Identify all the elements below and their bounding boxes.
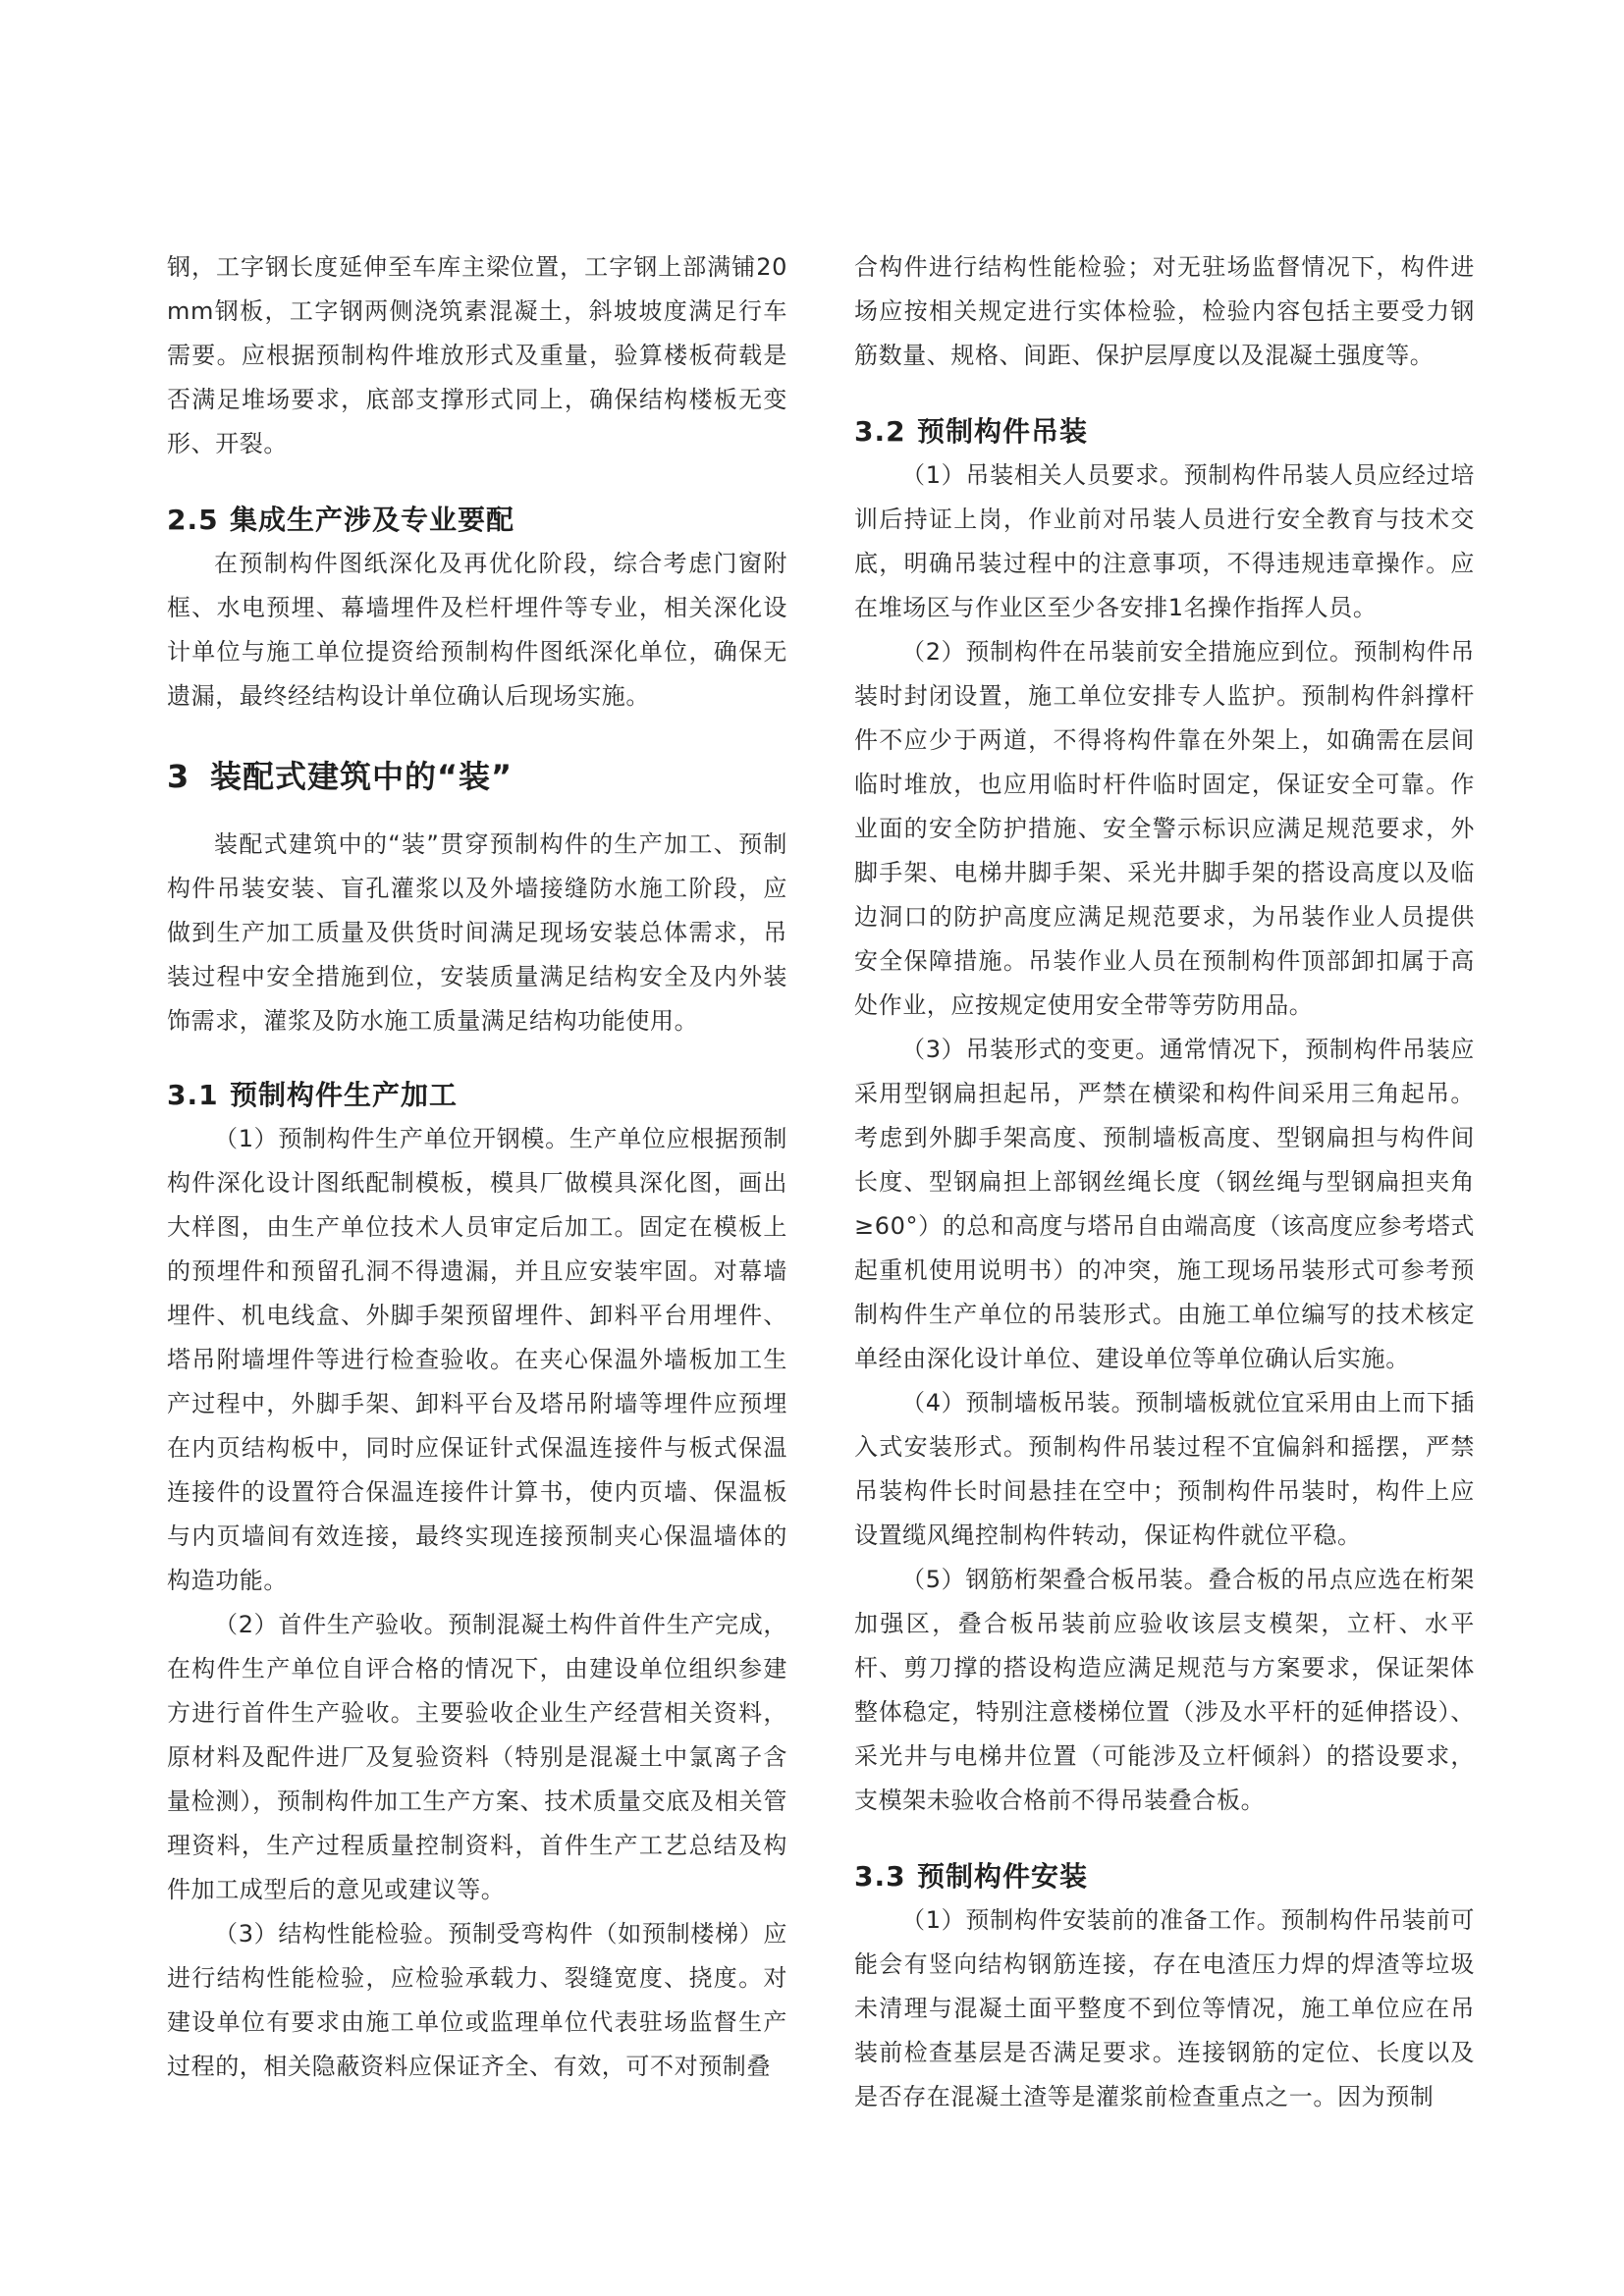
paragraph: 装配式建筑中的“装”贯穿预制构件的生产加工、预制构件吊装安装、盲孔灌浆以及外墙接缝防水施工阶段，应做到生产加工质量及供货时间满足现场安装总体需求，吊装过程中安全措施到位，安装质量满足结构安全及内外装饰需求，灌浆及防水施工质量满足结构功能使用。 [167, 830, 787, 1035]
section-number: 3.2 [854, 415, 906, 448]
paragraph: 在预制构件图纸深化及再优化阶段，综合考虑门窗附框、水电预埋、幕墙埋件及栏杆埋件等专业，相关深化设计单位与施工单位提资给预制构件图纸深化单位，确保无遗漏，最终经结构设计单位确认后现场实施。 [167, 550, 787, 710]
paragraph: 合构件进行结构性能检验；对无驻场监督情况下，构件进场应按相关规定进行实体检验，检验内容包括主要受力钢筋数量、规格、间距、保护层厚度以及混凝土强度等。 [854, 253, 1475, 369]
left-column [167, 245, 787, 2089]
chapter-title: 装配式建筑中的“装” [210, 758, 514, 795]
paragraph: （4）预制墙板吊装。预制墙板就位宜采用由上而下插入式安装形式。预制构件吊装过程不宜偏斜和摇摆，严禁吊装构件长时间悬挂在空中；预制构件吊装时，构件上应设置缆风绳控制构件转动，保证构件就位平稳。 [854, 1389, 1475, 1549]
paragraph: （1）预制构件生产单位开钢模。生产单位应根据预制构件深化设计图纸配制模板，模具厂做模具深化图，画出大样图，由生产单位技术人员审定后加工。固定在模板上的预埋件和预留孔洞不得遗漏，并且应安装牢固。对幕墙埋件、机电线盒、外脚手架预留埋件、卸料平台用埋件、塔吊附墙埋件等进行检查验收。在夹心保温外墙板加工生产过程中，外脚手架、卸料平台及塔吊附墙等埋件应预埋在内页结构板中，同时应保证针式保温连接件与板式保温连接件的设置符合保温连接件计算书，使内页墙、保温板与内页墙间有效连接，最终实现连接预制夹心保温墙体的构造功能。 [167, 1125, 787, 1594]
section-title: 预制构件生产加工 [230, 1079, 459, 1111]
chapter-number: 3 [167, 758, 190, 795]
section-title: 集成生产涉及专业要配 [230, 504, 515, 536]
section-title: 预制构件吊装 [917, 415, 1089, 448]
section-heading-3-3 [854, 1854, 1475, 1898]
paragraph: （1）吊装相关人员要求。预制构件吊装人员应经过培训后持证上岗，作业前对吊装人员进行安全教育与技术交底，明确吊装过程中的注意事项，不得违规违章操作。应在堆场区与作业区至少各安排1名操作指挥人员。 [854, 461, 1475, 621]
right-column [854, 245, 1475, 2119]
section-heading-3-2 [854, 409, 1475, 454]
paragraph: （3）吊装形式的变更。通常情况下，预制构件吊装应采用型钢扁担起吊，严禁在横梁和构件间采用三角起吊。考虑到外脚手架高度、预制墙板高度、型钢扁担与构件间长度、型钢扁担上部钢丝绳长度（钢丝绳与型钢扁担夹角≥60°）的总和高度与塔吊自由端高度（该高度应参考塔式起重机使用说明书）的冲突，施工现场吊装形式可参考预制构件生产单位的吊装形式。由施工单位编写的技术核定单经由深化设计单位、建设单位等单位确认后实施。 [854, 1036, 1475, 1372]
chapter-heading-3 [167, 752, 787, 801]
paragraph: （1）预制构件安装前的准备工作。预制构件吊装前可能会有竖向结构钢筋连接，存在电渣压力焊的焊渣等垃圾未清理与混凝土面平整度不到位等情况，施工单位应在吊装前检查基层是否满足要求。连接钢筋的定位、长度以及是否存在混凝土渣等是灌浆前检查重点之一。因为预制 [854, 1906, 1475, 2110]
paragraph: （3）结构性能检验。预制受弯构件（如预制楼梯）应进行结构性能检验，应检验承载力、裂缝宽度、挠度。对建设单位有要求由施工单位或监理单位代表驻场监督生产过程的，相关隐蔽资料应保证齐全、有效，可不对预制叠 [167, 1920, 787, 2080]
section-heading-3-1 [167, 1073, 787, 1117]
paragraph: 钢，工字钢长度延伸至车库主梁位置，工字钢上部满铺20 mm钢板，工字钢两侧浇筑素混凝土，斜坡坡度满足行车需要。应根据预制构件堆放形式及重量，验算楼板荷载是否满足堆场要求，底部支撑形式同上，确保结构楼板无变形、开裂。 [167, 253, 787, 457]
section-number: 3.3 [854, 1860, 906, 1893]
paragraph: （5）钢筋桁架叠合板吊装。叠合板的吊点应选在桁架加强区，叠合板吊装前应验收该层支模架，立杆、水平杆、剪刀撑的搭设构造应满足规范与方案要求，保证架体整体稳定，特别注意楼梯位置（涉及水平杆的延伸搭设）、采光井与电梯井位置（可能涉及立杆倾斜）的搭设要求，支模架未验收合格前不得吊装叠合板。 [854, 1566, 1475, 1814]
section-number: 3.1 [167, 1079, 219, 1111]
paragraph: （2）首件生产验收。预制混凝土构件首件生产完成，在构件生产单位自评合格的情况下，由建设单位组织参建方进行首件生产验收。主要验收企业生产经营相关资料，原材料及配件进厂及复验资料（特别是混凝土中氯离子含量检测），预制构件加工生产方案、技术质量交底及相关管理资料，生产过程质量控制资料，首件生产工艺总结及构件加工成型后的意见或建议等。 [167, 1611, 787, 1903]
paragraph: （2）预制构件在吊装前安全措施应到位。预制构件吊装时封闭设置，施工单位安排专人监护。预制构件斜撑杆件不应少于两道，不得将构件靠在外架上，如确需在层间临时堆放，也应用临时杆件临时固定，保证安全可靠。作业面的安全防护措施、安全警示标识应满足规范要求，外脚手架、电梯井脚手架、采光井脚手架的搭设高度以及临边洞口的防护高度应满足规范要求，为吊装作业人员提供安全保障措施。吊装作业人员在预制构件顶部卸扣属于高处作业，应按规定使用安全带等劳防用品。 [854, 638, 1475, 1019]
section-number: 2.5 [167, 504, 219, 536]
section-title: 预制构件安装 [917, 1860, 1089, 1893]
section-heading-2-5 [167, 498, 787, 542]
